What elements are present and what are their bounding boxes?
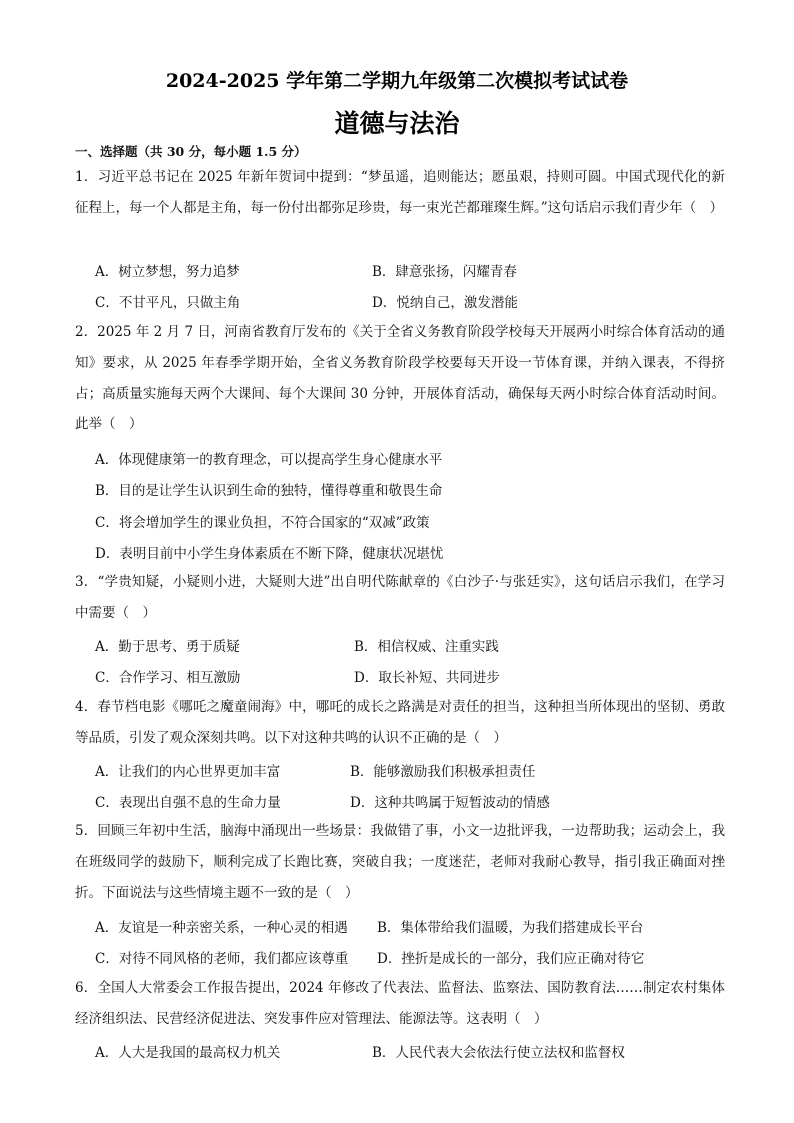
- question-1-option-a: A．树立梦想，努力追梦: [95, 264, 240, 280]
- question-6-option-a: A．人大是我国的最高权力机关: [95, 1045, 281, 1061]
- question-3-option-a: A．勤于思考、勇于质疑: [95, 639, 240, 655]
- question-4-option-c: C．表现出自强不息的生命力量: [95, 795, 281, 811]
- question-2-option-d: D．表明目前中小学生身体素质在不断下降，健康状况堪忧: [95, 546, 444, 562]
- question-6-stem: 6．全国人大常委会工作报告提出，2024 年修改了代表法、监督法、监察法、国防教育法……制定农村集体经济组织法、民营经济促进法、突发事件应对管理法、能源法等。这表明（ ）: [75, 980, 725, 1027]
- question-3-stem: 3．“学贵知疑，小疑则小进，大疑则大进”出自明代陈献章的《白沙子·与张廷实》，这句话启示我们，在学习中需要（ ）: [75, 574, 725, 621]
- exam-title: 2024-2025 学年第二学期九年级第二次模拟考试试卷: [165, 70, 629, 92]
- question-4-stem: 4．春节档电影《哪吒之魔童闹海》中，哪吒的成长之路满是对责任的担当，这种担当所体现出的坚韧、勇敢等品质，引发了观众深刻共鸣。以下对这种共鸣的认识不正确的是（ ）: [75, 699, 725, 746]
- question-2-option-b: B．目的是让学生认识到生命的独特，懂得尊重和敬畏生命: [95, 483, 443, 499]
- question-2-option-c: C．将会增加学生的课业负担，不符合国家的“双减”政策: [95, 515, 430, 531]
- question-4-option-a: A．让我们的内心世界更加丰富: [95, 764, 281, 780]
- question-3-option-c: C．合作学习、相互激励: [95, 670, 241, 686]
- question-5-option-d: D．挫折是成长的一部分，我们应正确对待它: [377, 951, 645, 967]
- question-6-option-b: B．人民代表大会依法行使立法权和监督权: [372, 1045, 625, 1061]
- question-2-stem: 2．2025 年 2 月 7 日，河南省教育厅发布的《关于全省义务教育阶段学校每天开展两小时综合体育活动的通知》要求，从 2025 年春季学期开始，全省义务教育阶段学校要每天开设一节体育课，并纳入课表，不得挤占；高质量实施每天两个大课间、每个大课间 30 分钟，开展体育活动，确保每天两小时综合体育活动时间。此举（ ）: [75, 324, 725, 433]
- question-1-option-c: C．不甘平凡，只做主角: [95, 295, 241, 311]
- question-1-stem: 1．习近平总书记在 2025 年新年贺词中提到：“梦虽遥，追则能达；愿虽艰，持则可圆。中国式现代化的新征程上，每一个人都是主角，每一份付出都弥足珍贵，每一束光芒都璀璨生辉。”这句话启示我们青少年（ ）: [75, 169, 725, 216]
- question-4-option-b: B．能够激励我们积极承担责任: [350, 764, 536, 780]
- question-1-option-b: B．肆意张扬，闪耀青春: [372, 264, 517, 280]
- section-heading: 一、选择题（共 30 分，每小题 1.5 分）: [75, 144, 307, 159]
- question-5-stem: 5．回顾三年初中生活，脑海中涌现出一些场景：我做错了事，小文一边批评我，一边帮助我；运动会上，我在班级同学的鼓励下，顺利完成了长跑比赛，突破自我；一度迷茫，老师对我耐心教导，指引我正确面对挫折。下面说法与这些情境主题不一致的是（ ）: [75, 823, 725, 901]
- question-4-option-d: D．这种共鸣属于短暂波动的情感: [350, 795, 550, 811]
- question-5-option-a: A．友谊是一种亲密关系，一种心灵的相遇: [95, 920, 348, 936]
- question-3-option-d: D．取长补短、共同进步: [354, 670, 500, 686]
- question-5-option-c: C．对待不同风格的老师，我们都应该尊重: [95, 951, 349, 967]
- question-2-option-a: A．体现健康第一的教育理念，可以提高学生身心健康水平: [95, 452, 443, 468]
- question-3-option-b: B．相信权威、注重实践: [354, 639, 499, 655]
- question-1-option-d: D．悦纳自己，激发潜能: [372, 295, 518, 311]
- question-5-option-b: B．集体带给我们温暖，为我们搭建成长平台: [377, 920, 644, 936]
- subject-title: 道德与法治: [334, 109, 460, 138]
